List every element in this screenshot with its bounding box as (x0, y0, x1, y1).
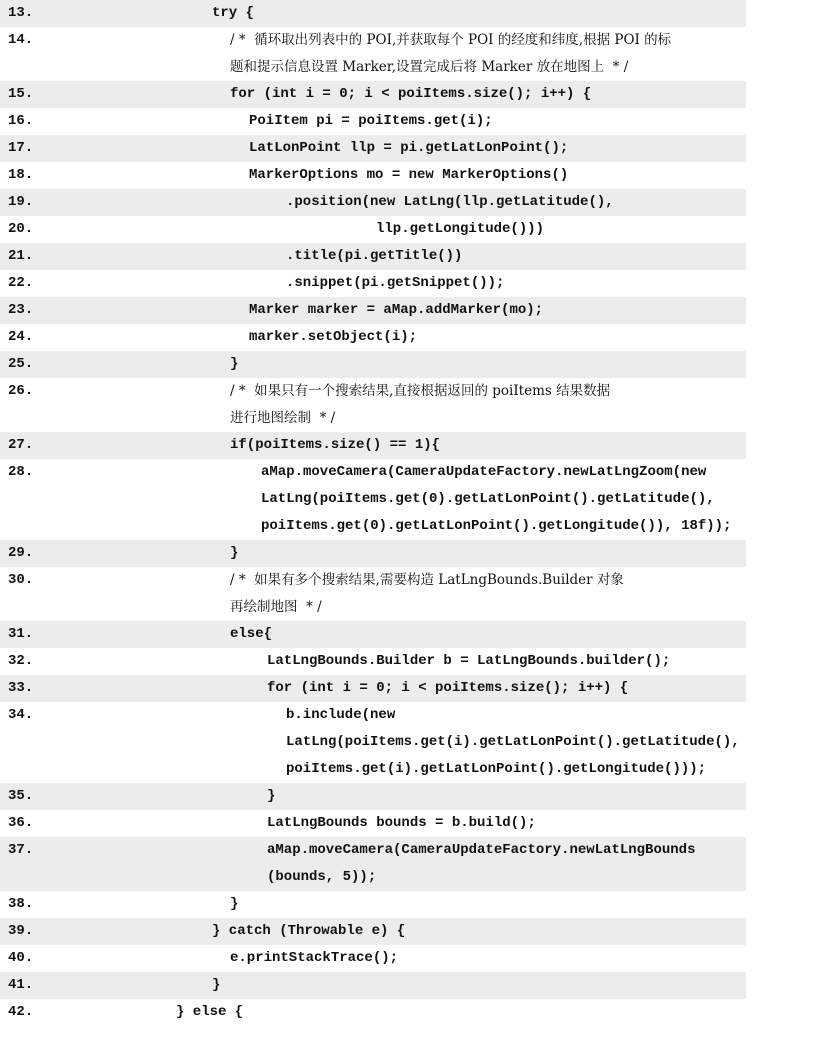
code-text: else{ (230, 626, 273, 642)
code-line-row (0, 783, 746, 810)
line-number: 26. (8, 383, 34, 399)
line-number: 18. (8, 167, 34, 183)
code-line-row (0, 648, 746, 675)
code-text: (bounds, 5)); (267, 869, 377, 885)
code-line-row (0, 918, 746, 945)
line-number: 27. (8, 437, 34, 453)
code-line-row (0, 891, 746, 918)
code-comment: 题和提示信息设置 Marker,设置完成后将 Marker 放在地图上 * / (230, 59, 629, 75)
line-number: 41. (8, 977, 34, 993)
code-text: } (230, 356, 239, 372)
code-line-row (0, 999, 746, 1026)
code-text: .title(pi.getTitle()) (286, 248, 463, 264)
line-number: 42. (8, 1004, 34, 1020)
code-text: .position(new LatLng(llp.getLatitude(), (286, 194, 614, 210)
code-comment: / * 循环取出列表中的 POI,并获取每个 POI 的经度和纬度,根据 POI 的标 (230, 32, 672, 48)
code-line-row (0, 27, 746, 81)
line-number: 31. (8, 626, 34, 642)
code-line-row (0, 675, 746, 702)
code-text: MarkerOptions mo = new MarkerOptions() (249, 167, 569, 183)
line-number: 22. (8, 275, 34, 291)
code-text: b.include(new (286, 707, 396, 723)
code-text: llp.getLongitude())) (376, 221, 545, 237)
code-comment: 进行地图绘制 * / (230, 410, 336, 426)
line-number: 25. (8, 356, 34, 372)
code-line-row (0, 189, 746, 216)
code-text: LatLng(poiItems.get(0).getLatLonPoint().getLatitude(), (261, 491, 715, 507)
line-number: 24. (8, 329, 34, 345)
code-text: } else { (176, 1004, 244, 1020)
code-text: PoiItem pi = poiItems.get(i); (249, 113, 493, 129)
code-text: for (int i = 0; i < poiItems.size(); i++) { (230, 86, 592, 102)
line-number: 37. (8, 842, 34, 858)
code-line-row (0, 540, 746, 567)
code-comment: / * 如果只有一个搜索结果,直接根据返回的 poiItems 结果数据 (230, 383, 611, 399)
line-number: 21. (8, 248, 34, 264)
code-text: LatLngBounds.Builder b = LatLngBounds.builder(); (267, 653, 671, 669)
line-number: 28. (8, 464, 34, 480)
code-text: } (230, 896, 239, 912)
code-text: } (230, 545, 239, 561)
line-number: 20. (8, 221, 34, 237)
code-text: aMap.moveCamera(CameraUpdateFactory.newLatLngBounds (267, 842, 696, 858)
line-number: 13. (8, 5, 34, 21)
code-text: aMap.moveCamera(CameraUpdateFactory.newLatLngZoom(new (261, 464, 707, 480)
code-text: for (int i = 0; i < poiItems.size(); i++) { (267, 680, 629, 696)
code-line-row (0, 216, 746, 243)
code-text: try { (212, 5, 255, 21)
code-text: .snippet(pi.getSnippet()); (286, 275, 505, 291)
code-line-row (0, 702, 746, 783)
line-number: 15. (8, 86, 34, 102)
line-number: 19. (8, 194, 34, 210)
code-line-row (0, 459, 746, 540)
line-number: 39. (8, 923, 34, 939)
code-line-row (0, 0, 746, 27)
line-number: 14. (8, 32, 34, 48)
code-line-row (0, 621, 746, 648)
line-number: 40. (8, 950, 34, 966)
code-line-row (0, 351, 746, 378)
code-text: } catch (Throwable e) { (212, 923, 406, 939)
line-number: 34. (8, 707, 34, 723)
code-line-row (0, 810, 746, 837)
code-text: if(poiItems.size() == 1){ (230, 437, 441, 453)
code-line-row (0, 135, 746, 162)
line-number: 38. (8, 896, 34, 912)
line-number: 36. (8, 815, 34, 831)
code-text: marker.setObject(i); (249, 329, 418, 345)
line-number: 33. (8, 680, 34, 696)
code-line-row (0, 378, 746, 432)
code-text: LatLonPoint llp = pi.getLatLonPoint(); (249, 140, 569, 156)
code-line-row (0, 162, 746, 189)
code-line-row (0, 324, 746, 351)
code-line-row (0, 432, 746, 459)
code-line-row (0, 81, 746, 108)
code-text: poiItems.get(0).getLatLonPoint().getLongitude()), 18f)); (261, 518, 732, 534)
code-text: Marker marker = aMap.addMarker(mo); (249, 302, 544, 318)
code-text: } (212, 977, 221, 993)
code-text: LatLng(poiItems.get(i).getLatLonPoint().getLatitude(), (286, 734, 740, 750)
line-number: 23. (8, 302, 34, 318)
code-line-row (0, 945, 746, 972)
code-text: } (267, 788, 276, 804)
code-text: LatLngBounds bounds = b.build(); (267, 815, 536, 831)
line-number: 30. (8, 572, 34, 588)
code-comment: / * 如果有多个搜索结果,需要构造 LatLngBounds.Builder 对象 (230, 572, 624, 588)
code-line-row (0, 297, 746, 324)
code-line-row (0, 243, 746, 270)
code-text: e.printStackTrace(); (230, 950, 399, 966)
code-text: poiItems.get(i).getLatLonPoint().getLongitude())); (286, 761, 707, 777)
code-line-row (0, 837, 746, 891)
code-line-row (0, 567, 746, 621)
line-number: 17. (8, 140, 34, 156)
line-number: 29. (8, 545, 34, 561)
line-number: 16. (8, 113, 34, 129)
code-line-row (0, 972, 746, 999)
line-number: 35. (8, 788, 34, 804)
code-line-row (0, 108, 746, 135)
code-line-row (0, 270, 746, 297)
code-comment: 再绘制地图 * / (230, 599, 322, 615)
line-number: 32. (8, 653, 34, 669)
